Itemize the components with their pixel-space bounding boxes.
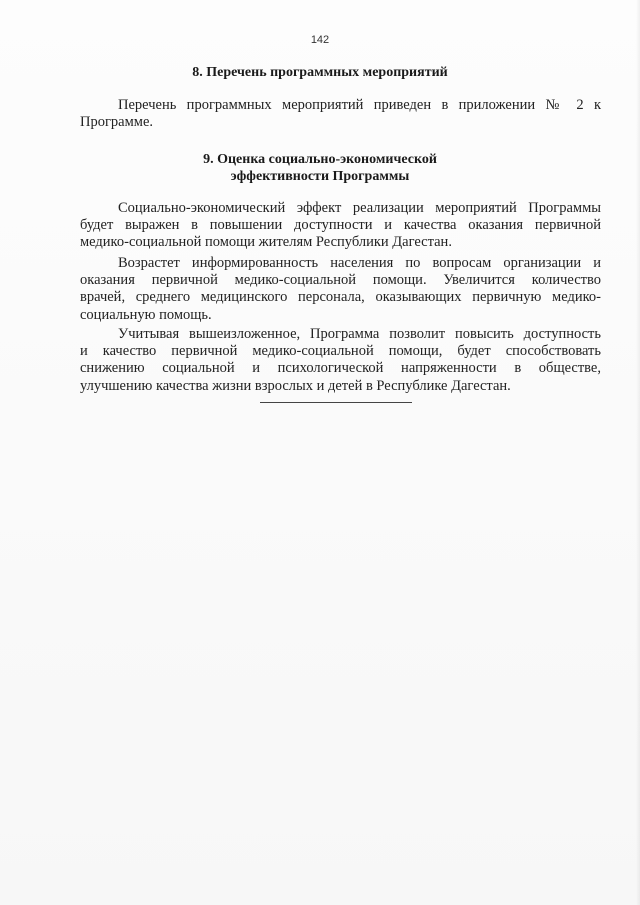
- section-9-paragraph-2: [80, 255, 601, 324]
- paragraph-line: Учитывая вышеизложенное, Программа позволит повысить доступность: [118, 326, 601, 342]
- section-8-heading: 8. Перечень программных мероприятий: [192, 65, 448, 80]
- page-number: 142: [310, 34, 330, 46]
- section-9-heading-line-1: 9. Оценка социально-экономической: [203, 152, 437, 167]
- end-separator-line: [260, 402, 412, 403]
- section-9-heading: [0, 151, 640, 185]
- paragraph-line: Социально-экономический эффект реализации мероприятий Программы: [118, 200, 601, 216]
- section-8-paragraph: [80, 97, 601, 131]
- paragraph-line: Перечень программных мероприятий приведен в приложении № 2 к: [118, 97, 601, 113]
- paragraph-line: Возрастет информированность населения по вопросам организации и: [118, 255, 601, 271]
- paragraph-line: снижению социальной и психологической напряженности в обществе,: [80, 360, 601, 377]
- paragraph-line: Программе.: [80, 114, 154, 131]
- section-9-paragraph-1: [80, 200, 601, 252]
- scan-edge-shadow: [636, 0, 640, 905]
- paragraph-line: оказания первичной медико-социальной помощи. Увеличится количество: [80, 272, 601, 289]
- paragraph-line: врачей, среднего медицинского персонала, оказывающих первичную медико-: [80, 289, 601, 306]
- paragraph-line: будет выражен в повышении доступности и качества оказания первичной: [80, 217, 601, 234]
- paragraph-line: улучшению качества жизни взрослых и детей в Республике Дагестан.: [80, 377, 511, 394]
- section-9-paragraph-3: [80, 326, 601, 395]
- section-9-heading-line-2: эффективности Программы: [230, 169, 410, 184]
- paragraph-line: и качество первичной медико-социальной помощи, будет способствовать: [80, 343, 601, 360]
- paragraph-line: социальную помощь.: [80, 306, 212, 323]
- paragraph-line: медико-социальной помощи жителям Республики Дагестан.: [80, 234, 452, 251]
